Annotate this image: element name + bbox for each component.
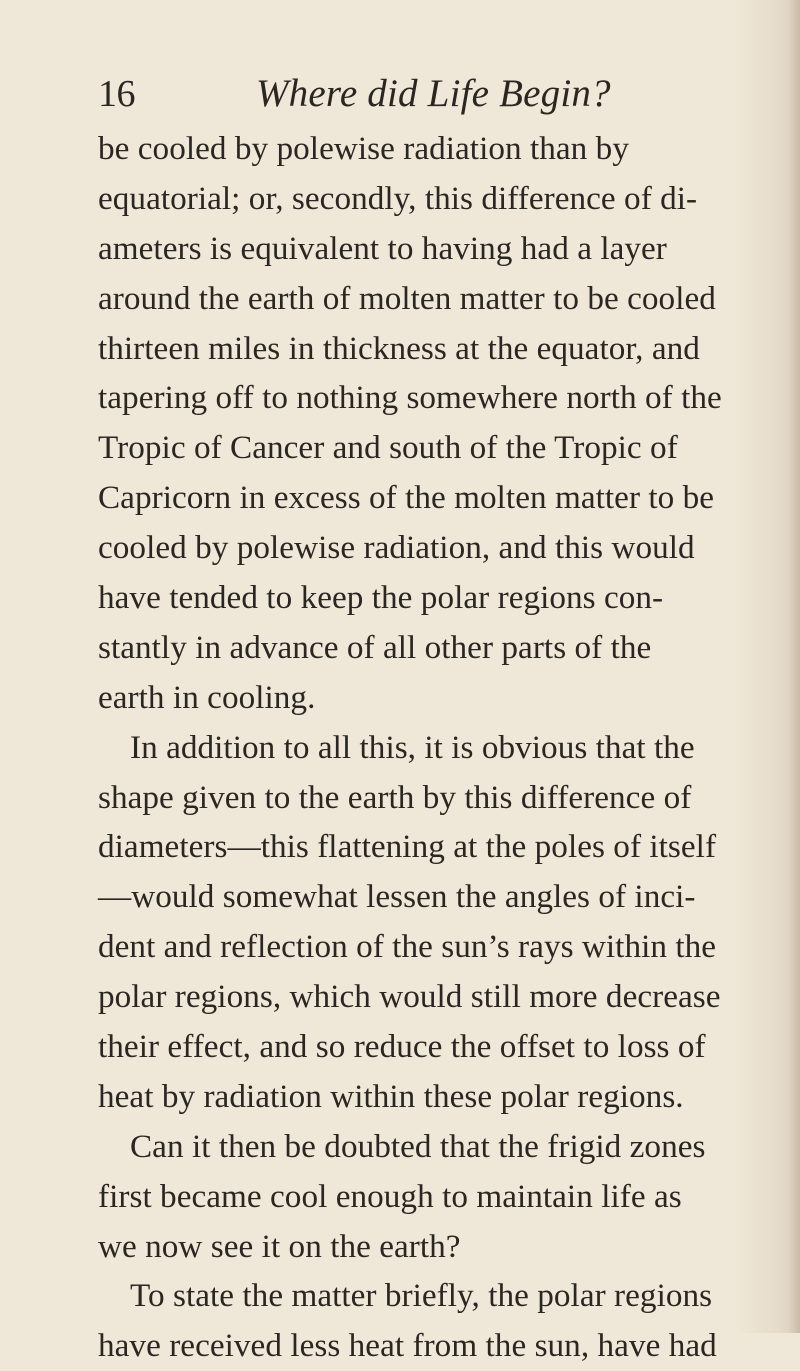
text-line: dent and reflection of the sun’s rays within the [98, 928, 717, 966]
text-line: heat by radiation within these polar regions. [98, 1077, 684, 1115]
text-line: have tended to keep the polar regions con- [98, 579, 664, 617]
text-line: ameters is equivalent to having had a layer [98, 229, 667, 267]
text-line: have received less heat from the sun, have had [98, 1327, 717, 1365]
text-line: Capricorn in excess of the molten matter to be [98, 479, 715, 517]
text-line: first became cool enough to maintain life as [98, 1177, 682, 1215]
paragraph-first-line: To state the matter briefly, the polar regions [130, 1277, 713, 1315]
running-title: Where did Life Begin? [256, 72, 611, 115]
text-line: Tropic of Cancer and south of the Tropic of [98, 429, 678, 467]
text-line: cooled by polewise radiation, and this would [98, 529, 695, 567]
text-line: stantly in advance of all other parts of the [98, 628, 652, 666]
text-line: around the earth of molten matter to be cooled [98, 279, 716, 317]
text-line: diameters—this flattening at the poles of itself [98, 828, 717, 866]
text-line: thirteen miles in thickness at the equator, and [98, 329, 700, 367]
text-line: earth in cooling. [98, 678, 316, 716]
paragraph-first-line: In addition to all this, it is obvious that the [130, 728, 695, 766]
text-line: be cooled by polewise radiation than by [98, 130, 629, 167]
text-line: polar regions, which would still more decrease [98, 978, 721, 1016]
page-number: 16 [98, 73, 135, 115]
text-line: shape given to the earth by this difference of [98, 778, 692, 816]
text-line: we now see it on the earth? [98, 1227, 461, 1265]
text-line: —would somewhat lessen the angles of inci- [98, 878, 696, 916]
text-line: equatorial; or, secondly, this difference of di- [98, 179, 698, 217]
paragraph-first-line: Can it then be doubted that the frigid zones [130, 1127, 706, 1165]
page-edge-shadow [788, 0, 800, 1333]
text-line: tapering off to nothing somewhere north of the [98, 379, 722, 417]
page-header [98, 66, 718, 122]
body-text [98, 124, 784, 1371]
text-line: their effect, and so reduce the offset to loss of [98, 1028, 706, 1066]
